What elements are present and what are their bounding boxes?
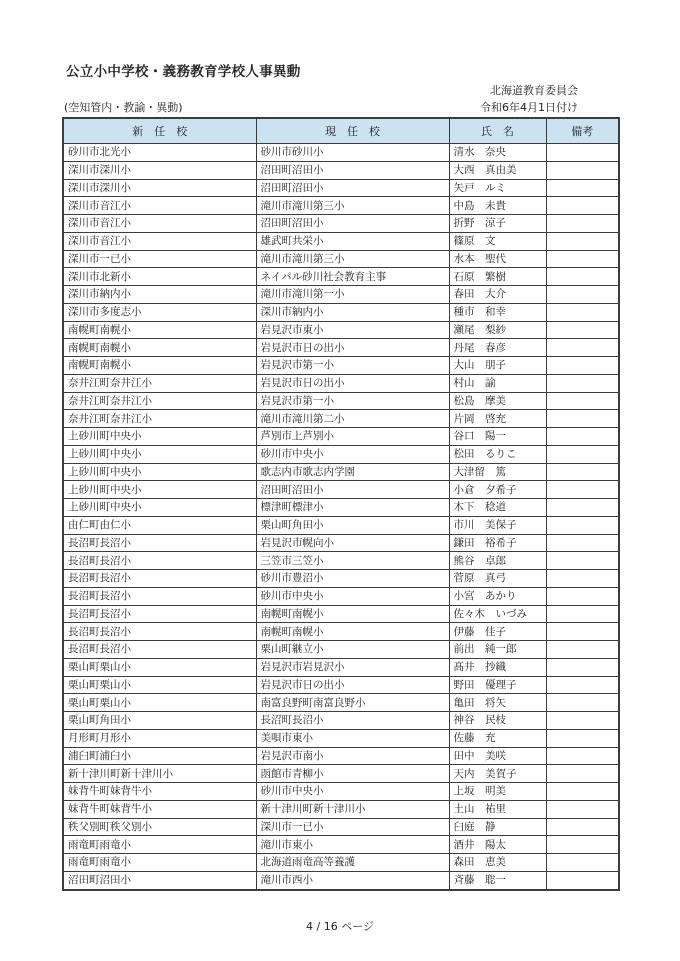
current-school-cell: 長沼町長沼小 (256, 712, 449, 730)
new-school-cell: 深川市納内小 (63, 286, 256, 304)
new-school-cell: 秩父別町秩父別小 (63, 818, 256, 836)
current-school-cell: 滝川市滝川第一小 (256, 286, 449, 304)
new-school-cell: 上砂川町中央小 (63, 428, 256, 446)
remark-cell (546, 587, 619, 605)
new-school-cell: 上砂川町中央小 (63, 463, 256, 481)
remark-cell (546, 729, 619, 747)
current-school-cell: 岩見沢市日の出小 (256, 374, 449, 392)
name-cell: 大津留 篤 (449, 463, 546, 481)
current-school-cell: 歌志内市歌志内学園 (256, 463, 449, 481)
table-row (63, 197, 619, 215)
name-cell: 瀬尾 梨紗 (449, 321, 546, 339)
remark-cell (546, 676, 619, 694)
remark-cell (546, 321, 619, 339)
new-school-cell: 奈井江町奈井江小 (63, 392, 256, 410)
page-title: 公立小中学校・義務教育学校人事異動 (66, 64, 301, 80)
current-school-cell: 滝川市滝川第三小 (256, 197, 449, 215)
table-row (63, 161, 619, 179)
remark-cell (546, 232, 619, 250)
table-row (63, 800, 619, 818)
name-cell: 森田 恵美 (449, 854, 546, 872)
remark-cell (546, 552, 619, 570)
table-row (63, 250, 619, 268)
remark-cell (546, 783, 619, 801)
table-row (63, 712, 619, 730)
new-school-cell: 砂川市北光小 (63, 144, 256, 162)
remark-cell (546, 268, 619, 286)
remark-cell (546, 534, 619, 552)
remark-cell (546, 836, 619, 854)
table-row (63, 374, 619, 392)
name-cell: 大西 真由美 (449, 161, 546, 179)
header-current-school: 現 任 校 (256, 118, 449, 144)
remark-cell (546, 428, 619, 446)
remark-cell (546, 605, 619, 623)
new-school-cell: 深川市一已小 (63, 250, 256, 268)
current-school-cell: 栗山町継立小 (256, 641, 449, 659)
name-cell: 土山 祐里 (449, 800, 546, 818)
remark-cell (546, 499, 619, 517)
table-row (63, 854, 619, 872)
new-school-cell: 深川市音江小 (63, 232, 256, 250)
current-school-cell: 南幌町南幌小 (256, 623, 449, 641)
table-row (63, 357, 619, 375)
name-cell: 木下 稔道 (449, 499, 546, 517)
new-school-cell: 由仁町由仁小 (63, 516, 256, 534)
table-row (63, 179, 619, 197)
name-cell: 伊藤 佳子 (449, 623, 546, 641)
table-row (63, 268, 619, 286)
new-school-cell: 栗山町栗山小 (63, 694, 256, 712)
current-school-cell: 砂川市中央小 (256, 445, 449, 463)
remark-cell (546, 871, 619, 889)
remark-cell (546, 747, 619, 765)
table-row (63, 516, 619, 534)
new-school-cell: 奈井江町奈井江小 (63, 374, 256, 392)
new-school-cell: 深川市多度志小 (63, 303, 256, 321)
current-school-cell: 沼田町沼田小 (256, 215, 449, 233)
name-cell: 種市 和幸 (449, 303, 546, 321)
name-cell: 鎌田 裕希子 (449, 534, 546, 552)
new-school-cell: 上砂川町中央小 (63, 445, 256, 463)
name-cell: 小倉 夕希子 (449, 481, 546, 499)
new-school-cell: 月形町月形小 (63, 729, 256, 747)
new-school-cell: 南幌町南幌小 (63, 321, 256, 339)
current-school-cell: 三笠市三笠小 (256, 552, 449, 570)
personnel-transfer-table (62, 117, 620, 891)
name-cell: 松田 るりこ (449, 445, 546, 463)
table-row (63, 232, 619, 250)
new-school-cell: 上砂川町中央小 (63, 481, 256, 499)
current-school-cell: 沼田町沼田小 (256, 179, 449, 197)
current-school-cell: 滝川市滝川第二小 (256, 410, 449, 428)
new-school-cell: 深川市北新小 (63, 268, 256, 286)
table-row (63, 445, 619, 463)
table-row (63, 623, 619, 641)
header-new-school: 新 任 校 (63, 118, 256, 144)
remark-cell (546, 144, 619, 162)
name-cell: 上坂 明美 (449, 783, 546, 801)
current-school-cell: 南幌町南幌小 (256, 605, 449, 623)
current-school-cell: 北海道雨竜高等養護 (256, 854, 449, 872)
remark-cell (546, 818, 619, 836)
current-school-cell: 砂川市砂川小 (256, 144, 449, 162)
remark-cell (546, 250, 619, 268)
remark-cell (546, 641, 619, 659)
name-cell: 髙井 抄織 (449, 658, 546, 676)
name-cell: 前出 純一郎 (449, 641, 546, 659)
name-cell: 亀田 将矢 (449, 694, 546, 712)
current-school-cell: 標津町標津小 (256, 499, 449, 517)
current-school-cell: 砂川市中央小 (256, 783, 449, 801)
remark-cell (546, 570, 619, 588)
current-school-cell: 沼田町沼田小 (256, 161, 449, 179)
new-school-cell: 栗山町角田小 (63, 712, 256, 730)
header-name: 氏 名 (449, 118, 546, 144)
new-school-cell: 長沼町長沼小 (63, 605, 256, 623)
new-school-cell: 長沼町長沼小 (63, 570, 256, 588)
new-school-cell: 雨竜町雨竜小 (63, 854, 256, 872)
table-row (63, 587, 619, 605)
table-row (63, 570, 619, 588)
remark-cell (546, 179, 619, 197)
remark-cell (546, 161, 619, 179)
table-row (63, 144, 619, 162)
table-row (63, 605, 619, 623)
new-school-cell: 深川市深川小 (63, 179, 256, 197)
remark-cell (546, 712, 619, 730)
current-school-cell: 沼田町沼田小 (256, 481, 449, 499)
new-school-cell: 奈井江町奈井江小 (63, 410, 256, 428)
remark-cell (546, 357, 619, 375)
name-cell: 矢戸 ルミ (449, 179, 546, 197)
name-cell: 清水 奈央 (449, 144, 546, 162)
remark-cell (546, 392, 619, 410)
current-school-cell: ネイパル砂川社会教育主事 (256, 268, 449, 286)
remark-cell (546, 623, 619, 641)
remark-cell (546, 463, 619, 481)
table-row (63, 818, 619, 836)
new-school-cell: 長沼町長沼小 (63, 587, 256, 605)
current-school-cell: 深川市納内小 (256, 303, 449, 321)
table-row (63, 392, 619, 410)
new-school-cell: 沼田町沼田小 (63, 871, 256, 889)
page-number: 4 / 16 ページ (306, 920, 374, 933)
name-cell: 松島 摩美 (449, 392, 546, 410)
new-school-cell: 新十津川町新十津川小 (63, 765, 256, 783)
current-school-cell: 滝川市西小 (256, 871, 449, 889)
table-row (63, 552, 619, 570)
name-cell: 丹尾 春彦 (449, 339, 546, 357)
remark-cell (546, 215, 619, 233)
current-school-cell: 砂川市中央小 (256, 587, 449, 605)
name-cell: 谷口 陽一 (449, 428, 546, 446)
name-cell: 市川 美保子 (449, 516, 546, 534)
name-cell: 神谷 民枝 (449, 712, 546, 730)
table-row (63, 286, 619, 304)
remark-cell (546, 854, 619, 872)
name-cell: 篠原 文 (449, 232, 546, 250)
table-header (63, 118, 619, 144)
new-school-cell: 妹背牛町妹背牛小 (63, 783, 256, 801)
current-school-cell: 岩見沢市東小 (256, 321, 449, 339)
header-remark: 備考 (546, 118, 619, 144)
name-cell: 村山 諭 (449, 374, 546, 392)
name-cell: 熊谷 卓郎 (449, 552, 546, 570)
new-school-cell: 浦臼町浦臼小 (63, 747, 256, 765)
remark-cell (546, 286, 619, 304)
name-cell: 片岡 啓充 (449, 410, 546, 428)
new-school-cell: 栗山町栗山小 (63, 676, 256, 694)
name-cell: 小宮 あかり (449, 587, 546, 605)
name-cell: 野田 優理子 (449, 676, 546, 694)
table-row (63, 871, 619, 889)
remark-cell (546, 694, 619, 712)
current-school-cell: 岩見沢市岩見沢小 (256, 658, 449, 676)
table-row (63, 303, 619, 321)
name-cell: 酒井 陽太 (449, 836, 546, 854)
new-school-cell: 雨竜町雨竜小 (63, 836, 256, 854)
table-row (63, 747, 619, 765)
name-cell: 田中 美咲 (449, 747, 546, 765)
current-school-cell: 岩見沢市第一小 (256, 357, 449, 375)
effective-date-label: 令和6年4月1日付け (480, 101, 578, 114)
remark-cell (546, 410, 619, 428)
table-body (63, 144, 619, 890)
scope-label: (空知管内・教諭・異動) (64, 101, 183, 114)
remark-cell (546, 800, 619, 818)
current-school-cell: 美唄市東小 (256, 729, 449, 747)
current-school-cell: 滝川市滝川第三小 (256, 250, 449, 268)
new-school-cell: 南幌町南幌小 (63, 357, 256, 375)
current-school-cell: 砂川市豊沼小 (256, 570, 449, 588)
new-school-cell: 上砂川町中央小 (63, 499, 256, 517)
name-cell: 中島 未貴 (449, 197, 546, 215)
table-row (63, 676, 619, 694)
current-school-cell: 岩見沢市幌向小 (256, 534, 449, 552)
current-school-cell: 南富良野町南富良野小 (256, 694, 449, 712)
table-row (63, 534, 619, 552)
remark-cell (546, 765, 619, 783)
table-header-row (63, 118, 619, 144)
name-cell: 菅原 真弓 (449, 570, 546, 588)
current-school-cell: 深川市一已小 (256, 818, 449, 836)
remark-cell (546, 339, 619, 357)
current-school-cell: 芦別市上芦別小 (256, 428, 449, 446)
current-school-cell: 滝川市東小 (256, 836, 449, 854)
table-row (63, 658, 619, 676)
name-cell: 臼庭 静 (449, 818, 546, 836)
table-row (63, 410, 619, 428)
current-school-cell: 函館市青柳小 (256, 765, 449, 783)
new-school-cell: 深川市深川小 (63, 161, 256, 179)
name-cell: 折野 涼子 (449, 215, 546, 233)
table-row (63, 836, 619, 854)
new-school-cell: 長沼町長沼小 (63, 534, 256, 552)
new-school-cell: 長沼町長沼小 (63, 641, 256, 659)
remark-cell (546, 197, 619, 215)
name-cell: 水本 聖代 (449, 250, 546, 268)
name-cell: 大山 朋子 (449, 357, 546, 375)
table-row (63, 215, 619, 233)
current-school-cell: 岩見沢市第一小 (256, 392, 449, 410)
new-school-cell: 南幌町南幌小 (63, 339, 256, 357)
current-school-cell: 新十津川町新十津川小 (256, 800, 449, 818)
name-cell: 天内 美賀子 (449, 765, 546, 783)
remark-cell (546, 445, 619, 463)
new-school-cell: 長沼町長沼小 (63, 623, 256, 641)
table-row (63, 463, 619, 481)
table-row (63, 783, 619, 801)
current-school-cell: 岩見沢市日の出小 (256, 339, 449, 357)
name-cell: 石原 繁樹 (449, 268, 546, 286)
table-row (63, 339, 619, 357)
table-row (63, 729, 619, 747)
new-school-cell: 妹背牛町妹背牛小 (63, 800, 256, 818)
remark-cell (546, 374, 619, 392)
remark-cell (546, 303, 619, 321)
current-school-cell: 雄武町共栄小 (256, 232, 449, 250)
name-cell: 佐藤 充 (449, 729, 546, 747)
table-row (63, 321, 619, 339)
new-school-cell: 深川市音江小 (63, 215, 256, 233)
current-school-cell: 岩見沢市南小 (256, 747, 449, 765)
name-cell: 斉藤 聡一 (449, 871, 546, 889)
current-school-cell: 岩見沢市日の出小 (256, 676, 449, 694)
remark-cell (546, 658, 619, 676)
new-school-cell: 栗山町栗山小 (63, 658, 256, 676)
new-school-cell: 長沼町長沼小 (63, 552, 256, 570)
table-row (63, 641, 619, 659)
name-cell: 春田 大介 (449, 286, 546, 304)
name-cell: 佐々木 いづみ (449, 605, 546, 623)
remark-cell (546, 516, 619, 534)
current-school-cell: 栗山町角田小 (256, 516, 449, 534)
new-school-cell: 深川市音江小 (63, 197, 256, 215)
table-row (63, 765, 619, 783)
organization-label: 北海道教育委員会 (490, 84, 578, 97)
table-row (63, 428, 619, 446)
table-row (63, 694, 619, 712)
table-row (63, 481, 619, 499)
remark-cell (546, 481, 619, 499)
table-row (63, 499, 619, 517)
